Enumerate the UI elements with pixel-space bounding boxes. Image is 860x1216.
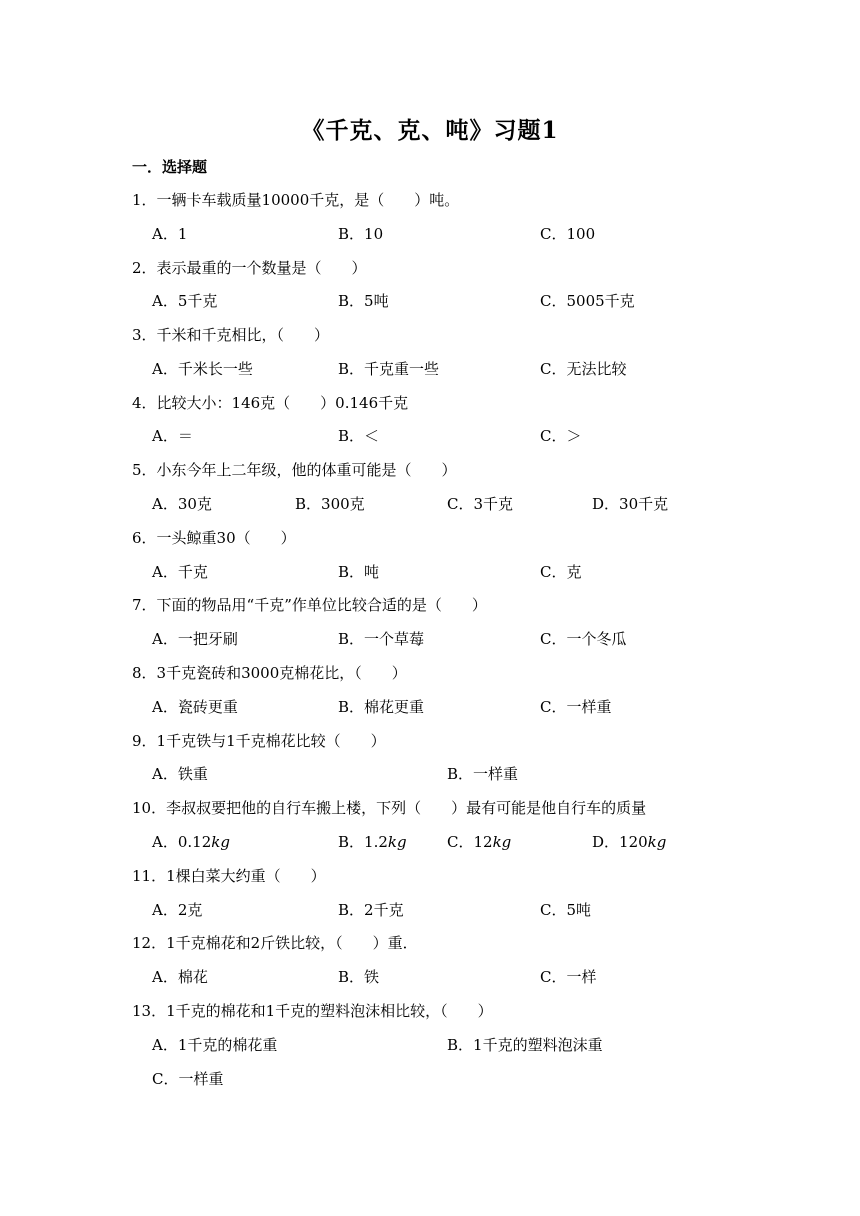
option-a: A．千米长一些 [152,360,253,378]
option-c: C．＞ [540,427,582,445]
option-c: C．5吨 [540,901,592,919]
question-6: 6．一头鲸重30（ ） [132,529,296,547]
option-a: A．铁重 [152,765,208,783]
option-c: C．无法比较 [540,360,627,378]
unit-kg: kg [387,833,407,851]
option-b: B．300克 [295,495,365,513]
option-a: A．千克 [152,563,208,581]
option-a: A．瓷砖更重 [152,698,238,716]
option-a: A．一把牙刷 [152,630,238,648]
option-c: C．一样重 [540,698,612,716]
option-c: C．克 [540,563,582,581]
question-13: 13．1千克的棉花和1千克的塑料泡沫相比较，（ ） [132,1002,493,1020]
question-1: 1．一辆卡车载质量10000千克，是（ ）吨。 [132,191,460,209]
unit-kg: kg [647,833,667,851]
option-a: A．1千克的棉花重 [152,1036,278,1054]
option-a: A．5千克 [152,292,218,310]
page-title: 《千克、克、吨》习题1 [301,117,559,144]
unit-kg: kg [211,833,230,851]
question-12: 12．1千克棉花和2斤铁比较，（ ）重． [132,934,418,952]
option-b: B．2千克 [338,901,404,919]
question-7: 7．下面的物品用“千克”作单位比较合适的是（ ） [132,596,487,614]
option-d: D．120kg [592,833,667,851]
option-a: A．＝ [152,427,193,445]
section-heading: 一．选择题 [132,158,208,176]
question-2: 2．表示最重的一个数量是（ ） [132,259,367,277]
option-b: B．千克重一些 [338,360,440,378]
question-11: 11．1棵白菜大约重（ ） [132,867,326,885]
option-d: D．30千克 [592,495,669,513]
option-a: A．0.12kg [152,833,230,851]
option-b: B．＜ [338,427,380,445]
option-c: C．100 [540,225,596,243]
question-8: 8．3千克瓷砖和3000克棉花比，（ ） [132,664,407,682]
option-a: A．棉花 [152,968,208,986]
option-b: B．棉花更重 [338,698,425,716]
question-4: 4．比较大小：146克（ ）0.146千克 [132,394,409,412]
question-9: 9．1千克铁与1千克棉花比较（ ） [132,732,386,750]
question-3: 3．千米和千克相比，（ ） [132,326,330,344]
option-b: B．5吨 [338,292,389,310]
option-b: B．一样重 [447,765,519,783]
option-a: A．30克 [152,495,212,513]
option-c: C．一个冬瓜 [540,630,627,648]
option-a: A．1 [152,225,188,243]
option-c: C．12kg [447,833,512,851]
option-c: C．5005千克 [540,292,635,310]
question-5: 5．小东今年上二年级，他的体重可能是（ ） [132,461,457,479]
question-10: 10．李叔叔要把他的自行车搬上楼，下列（ ）最有可能是他自行车的质量 [132,799,647,817]
option-b: B．铁 [338,968,380,986]
option-b: B．一个草莓 [338,630,425,648]
option-a: A．2克 [152,901,203,919]
option-b: B．10 [338,225,384,243]
option-b: B．1千克的塑料泡沫重 [447,1036,603,1054]
option-c: C．3千克 [447,495,514,513]
option-c: C．一样重 [152,1070,224,1088]
option-b: B．吨 [338,563,380,581]
option-b: B．1.2kg [338,833,407,851]
unit-kg: kg [492,833,512,851]
option-c: C．一样 [540,968,597,986]
